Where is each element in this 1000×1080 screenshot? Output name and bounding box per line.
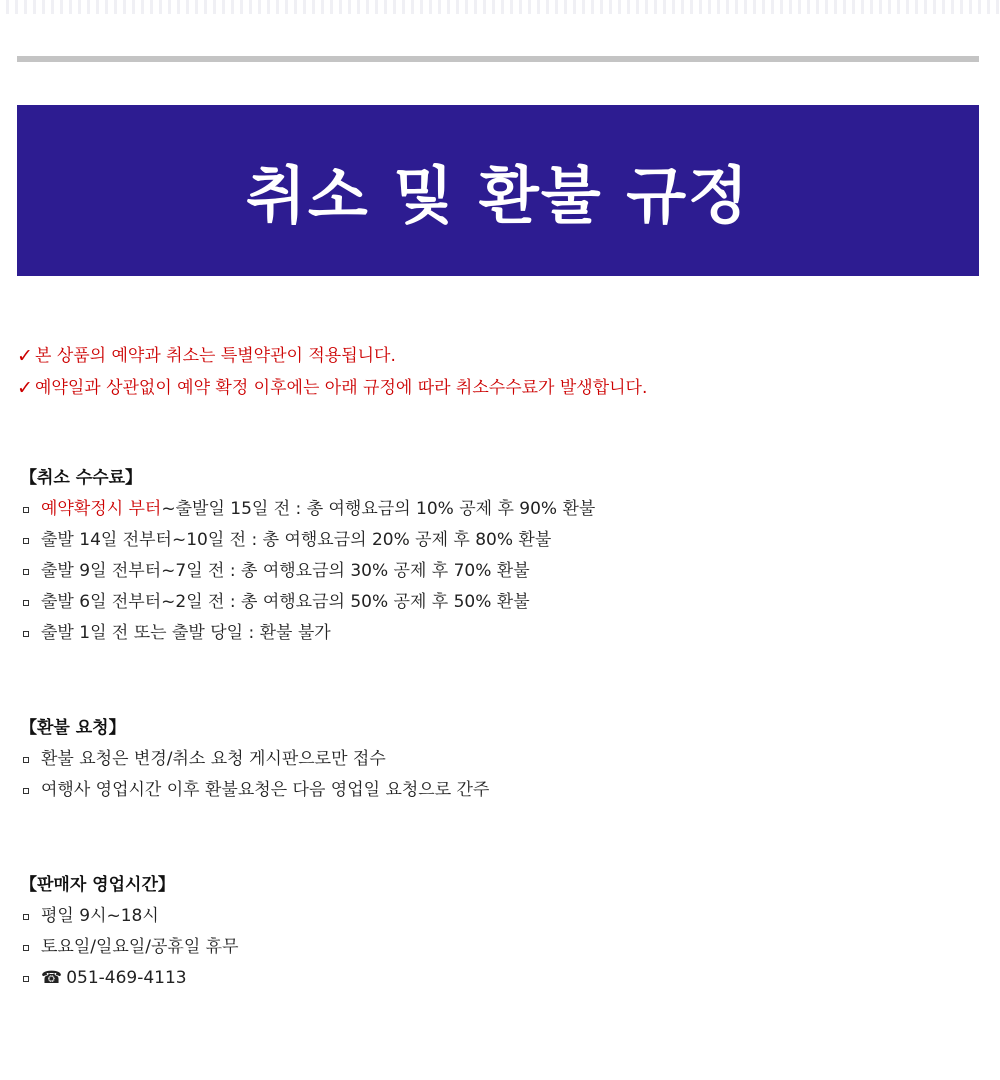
square-bullet-icon	[23, 538, 29, 544]
item-text: 출발 1일 전 또는 출발 당일 : 환불 불가	[41, 623, 331, 643]
square-bullet-icon	[23, 631, 29, 637]
phone-number: 051-469-4113	[66, 968, 187, 988]
list-item	[20, 775, 980, 806]
item-text: 출발 9일 전부터~7일 전 : 총 여행요금의 30% 공제 후 70% 환불	[41, 561, 530, 581]
item-text: ~출발일 15일 전 : 총 여행요금의 10% 공제 후 90% 환불	[161, 499, 596, 519]
top-decorative-pattern	[0, 0, 1000, 14]
top-divider	[17, 56, 979, 62]
square-bullet-icon	[23, 569, 29, 575]
notice-line	[17, 372, 977, 404]
highlight-text: 예약확정시 부터	[41, 499, 162, 519]
item-text: 환불 요청은 변경/취소 요청 게시판으로만 접수	[41, 749, 386, 769]
square-bullet-icon	[23, 945, 29, 951]
list-item	[20, 744, 980, 775]
refund-request-section	[20, 713, 980, 806]
check-icon: ✓	[17, 345, 33, 367]
item-text: 토요일/일요일/공휴일 휴무	[41, 937, 239, 957]
list-item	[20, 587, 980, 618]
square-bullet-icon	[23, 600, 29, 606]
list-item	[20, 525, 980, 556]
list-item	[20, 963, 980, 994]
business-hours-section	[20, 870, 980, 994]
page-title: 취소 및 환불 규정	[246, 159, 750, 232]
square-bullet-icon	[23, 757, 29, 763]
title-banner	[17, 105, 979, 276]
notice-line	[17, 340, 977, 372]
square-bullet-icon	[23, 914, 29, 920]
item-text: 출발 6일 전부터~2일 전 : 총 여행요금의 50% 공제 후 50% 환불	[41, 592, 530, 612]
phone-icon: ☎	[41, 968, 63, 988]
notice-text: 본 상품의 예약과 취소는 특별약관이 적용됩니다.	[35, 346, 396, 366]
list-item	[20, 932, 980, 963]
square-bullet-icon	[23, 507, 29, 513]
list-item	[20, 618, 980, 649]
notice-text: 예약일과 상관없이 예약 확정 이후에는 아래 규정에 따라 취소수수료가 발생합니다.	[35, 378, 648, 398]
item-text: 출발 14일 전부터~10일 전 : 총 여행요금의 20% 공제 후 80% 환불	[41, 530, 552, 550]
square-bullet-icon	[23, 976, 29, 982]
section-title: 【환불 요청】	[20, 718, 126, 738]
cancellation-fee-section	[20, 463, 980, 649]
item-text: 여행사 영업시간 이후 환불요청은 다음 영업일 요청으로 간주	[41, 780, 490, 800]
check-icon: ✓	[17, 377, 33, 399]
section-title: 【취소 수수료】	[20, 468, 143, 488]
square-bullet-icon	[23, 788, 29, 794]
list-item	[20, 494, 980, 525]
list-item	[20, 556, 980, 587]
list-item	[20, 901, 980, 932]
section-title: 【판매자 영업시간】	[20, 875, 175, 895]
item-text: 평일 9시~18시	[41, 906, 159, 926]
notice-block	[17, 340, 977, 404]
